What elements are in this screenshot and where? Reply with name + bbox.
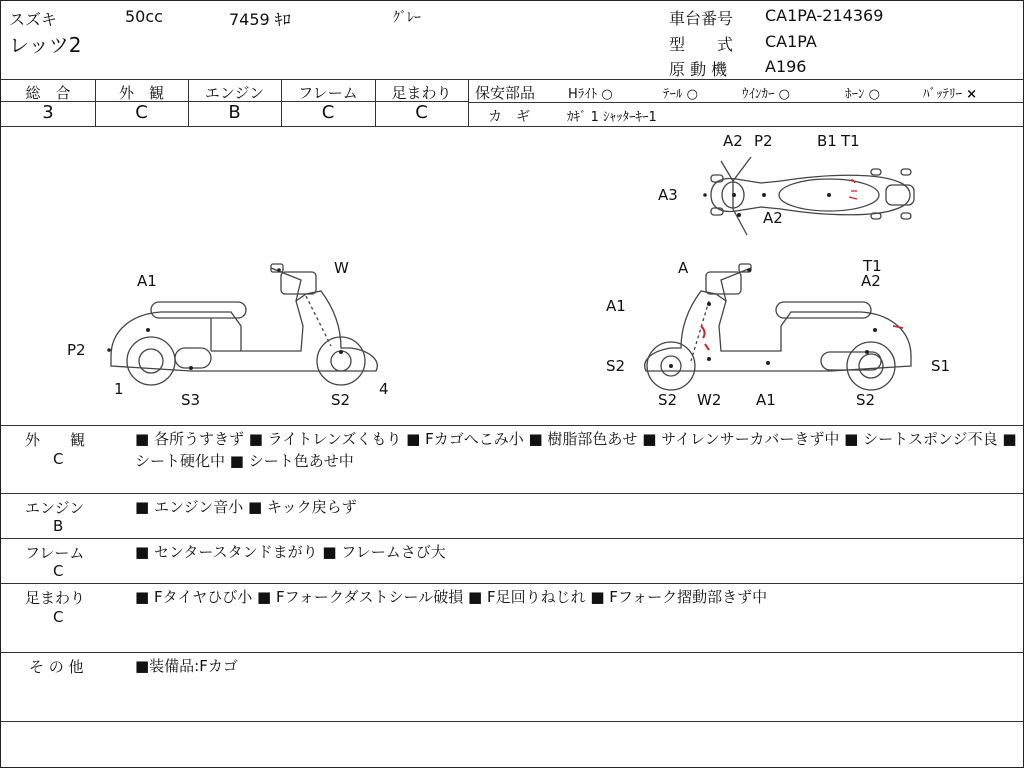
- label-w: W: [334, 259, 349, 277]
- label-a3: A3: [658, 186, 678, 204]
- remark-text-exterior: ■ 各所うすきず ■ ライトレンズくもり ■ Fカゴへこみ小 ■ 樹脂部色あせ ■ サイレンサーカバーきず中 ■ シートスポンジ不良 ■ シート硬化中 ■ シート色あせ中: [135, 430, 1017, 470]
- label-p2-top: P2: [754, 132, 773, 150]
- grade-header-exterior: 外 観: [118, 84, 164, 102]
- model-name: レッツ2: [9, 33, 82, 57]
- grade-overall: 3: [42, 102, 54, 123]
- divider: [1, 126, 1023, 127]
- label-t1-right: T1: [863, 257, 882, 275]
- label-b1: B1: [817, 132, 837, 150]
- scooter-top-view: [691, 151, 931, 241]
- color: ｸﾞﾚｰ: [393, 10, 421, 26]
- remark-text-frame: ■ センタースタンドまがり ■ フレームさび大: [135, 543, 446, 561]
- divider: [1, 583, 1023, 584]
- safety-item-battery: ﾊﾞｯﾃﾘｰ ×: [923, 87, 978, 102]
- divider: [1, 721, 1023, 722]
- label-s2-bottom: S2: [658, 391, 678, 409]
- maker: スズキ: [9, 10, 58, 29]
- scooter-right-side-view: [631, 256, 931, 396]
- label-a: A: [678, 259, 689, 277]
- grade-suspension: C: [415, 102, 428, 123]
- divider: [468, 79, 469, 126]
- remark-grade-exterior: C: [53, 450, 64, 468]
- remark-grade-frame: C: [53, 562, 64, 580]
- divider: [1, 425, 1023, 426]
- type-label: 型 式: [669, 35, 734, 54]
- grade-engine: B: [228, 102, 241, 123]
- remark-text-engine: ■ エンジン音小 ■ キック戻らず: [135, 498, 357, 516]
- label-s2-front: S2: [606, 357, 626, 375]
- remark-label-frame: フレーム: [25, 544, 85, 562]
- engine-label: 原 動 機: [669, 60, 728, 79]
- label-p2-left: P2: [67, 341, 86, 359]
- divider: [1, 538, 1023, 539]
- safety-item-winker: ｳｲﾝｶｰ ○: [742, 87, 790, 102]
- grade-header-frame: フレーム: [298, 84, 358, 102]
- key-value: ｶｷﾞ 1 ｼｬｯﾀｰｷｰ1: [567, 110, 657, 125]
- safety-item-headlight: Hﾗｲﾄ ○: [568, 87, 613, 102]
- label-w2: W2: [697, 391, 722, 409]
- scooter-left-side-view: [91, 256, 391, 396]
- remark-grade-suspension: C: [53, 608, 64, 626]
- mileage: 7459 ｷﾛ: [229, 10, 291, 29]
- engine-value: A196: [765, 57, 807, 76]
- displacement: 50cc: [125, 7, 163, 26]
- remark-label-other: そ の 他: [29, 658, 84, 676]
- label-a2-top: A2: [723, 132, 743, 150]
- label-a1-bottom: A1: [756, 391, 776, 409]
- remark-grade-engine: B: [53, 517, 64, 535]
- grade-header-suspension: 足まわり: [391, 84, 452, 102]
- divider: [1, 79, 1023, 80]
- grade-header-engine: エンジン: [204, 84, 265, 102]
- label-a1-right: A1: [606, 297, 626, 315]
- label-a2-lower: A2: [763, 209, 783, 227]
- grade-exterior: C: [135, 102, 148, 123]
- grade-frame: C: [321, 102, 335, 123]
- remark-label-exterior: 外 観: [25, 431, 86, 449]
- divider: [1, 493, 1023, 494]
- label-s1: S1: [931, 357, 951, 375]
- label-s3: S3: [181, 391, 201, 409]
- remark-text-other: ■装備品:Fカゴ: [135, 657, 238, 675]
- divider: [469, 102, 1023, 103]
- remark-label-suspension: 足まわり: [25, 589, 86, 607]
- label-s2-left: S2: [331, 391, 351, 409]
- grade-header-overall: 総 合: [25, 84, 71, 102]
- frame-no-label: 車台番号: [669, 9, 734, 28]
- frame-no: CA1PA-214369: [765, 6, 884, 25]
- type-value: CA1PA: [765, 32, 817, 51]
- remark-text-suspension: ■ Fタイヤひび小 ■ Fフォークダストシール破損 ■ F足回りねじれ ■ Fフォーク摺動部きず中: [135, 588, 768, 606]
- safety-item-horn: ﾎｰﾝ ○: [845, 87, 880, 102]
- label-4: 4: [379, 380, 389, 398]
- label-a1-left: A1: [137, 272, 157, 290]
- divider: [1, 652, 1023, 653]
- safety-label: 保安部品: [475, 84, 536, 102]
- remark-label-engine: エンジン: [25, 499, 85, 517]
- safety-item-tail: ﾃｰﾙ ○: [663, 87, 698, 102]
- label-a2-right: A2: [861, 272, 881, 290]
- key-label: カ ギ: [488, 109, 530, 125]
- label-t1-top: T1: [841, 132, 860, 150]
- label-s2-rear: S2: [856, 391, 876, 409]
- label-1: 1: [114, 380, 124, 398]
